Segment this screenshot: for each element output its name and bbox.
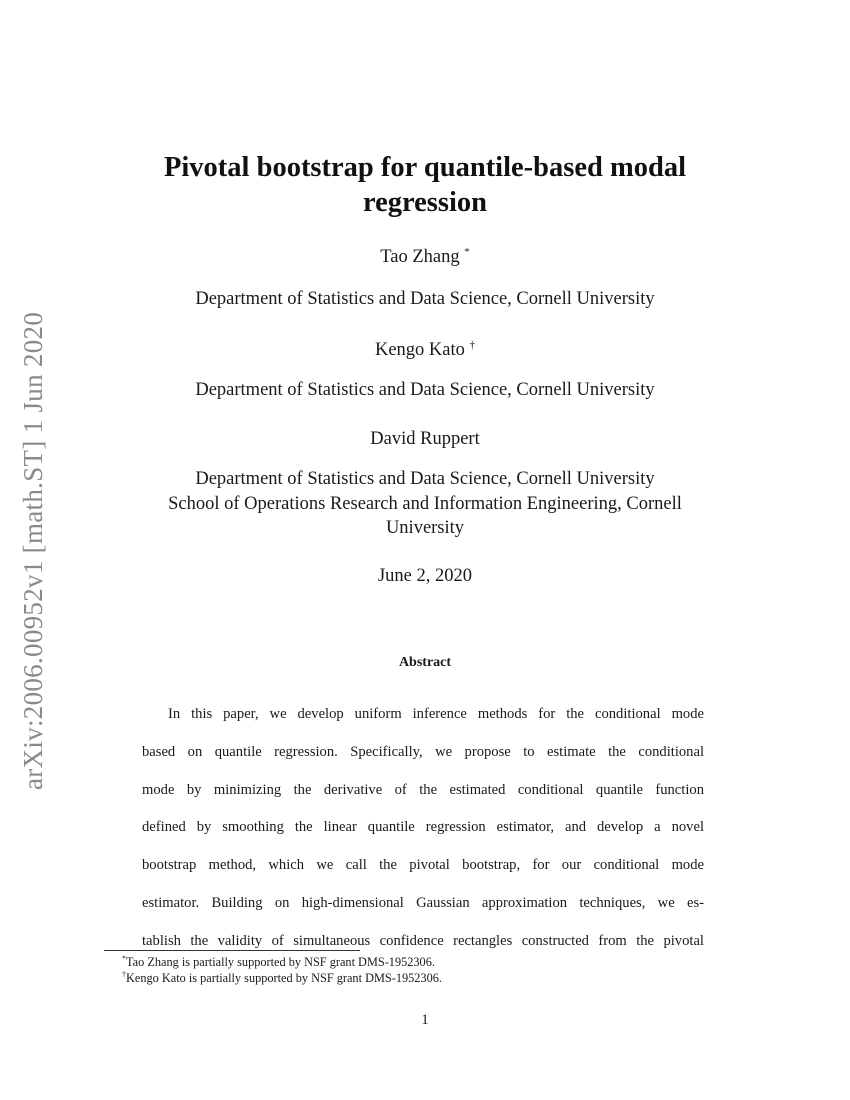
footnote-mark: * <box>122 953 126 963</box>
author-name: David Ruppert <box>370 429 480 449</box>
arxiv-stamp: arXiv:2006.00952v1 [math.ST] 1 Jun 2020 <box>18 311 48 790</box>
author-3-affiliation-3: University <box>385 518 465 538</box>
author-2 <box>100 338 750 362</box>
title-line-1: Pivotal bootstrap for quantile-based modal <box>163 152 686 183</box>
author-name: Tao Zhang <box>380 247 460 267</box>
footnote-mark: † <box>122 969 126 979</box>
author-3 <box>100 427 750 451</box>
page-number: 1 <box>421 1012 429 1028</box>
paper-date: June 2, 2020 <box>377 566 473 586</box>
author-1-affiliation: Department of Statistics and Data Science, Cornell University <box>195 289 655 309</box>
footnotes <box>122 954 442 986</box>
footnote-text: Kengo Kato is partially supported by NSF grant DMS-1952306. <box>126 971 442 985</box>
author-2-affiliation: Department of Statistics and Data Science, Cornell University <box>195 380 655 400</box>
abstract-line: In this paper, we develop uniform inference methods for the conditional mode <box>168 706 704 722</box>
abstract-line: mode by minimizing the derivative of the estimated conditional quantile function <box>142 781 704 798</box>
paper-title <box>100 150 750 220</box>
author-1 <box>100 245 750 269</box>
title-line-2: regression <box>362 187 488 218</box>
author-name: Kengo Kato <box>374 340 465 360</box>
author-footnote-mark: * <box>464 245 470 258</box>
author-3-affiliation-1: Department of Statistics and Data Science, Cornell University <box>195 469 655 489</box>
footnote-1 <box>122 954 442 970</box>
abstract-line: tablish the validity of simultaneous confidence rectangles constructed from the pivotal <box>142 932 704 949</box>
abstract-line: based on quantile regression. Specifically, we propose to estimate the conditional <box>142 743 704 760</box>
author-3-affiliation-2: School of Operations Research and Information Engineering, Cornell <box>168 494 682 514</box>
footnote-text: Tao Zhang is partially supported by NSF grant DMS-1952306. <box>126 955 435 969</box>
abstract-line: bootstrap method, which we call the pivotal bootstrap, for our conditional mode <box>142 857 704 874</box>
footnote-2 <box>122 970 442 986</box>
abstract-line: estimator. Building on high-dimensional Gaussian approximation techniques, we es- <box>142 894 704 911</box>
abstract-body <box>142 696 704 961</box>
abstract-heading: Abstract <box>398 655 452 670</box>
author-footnote-mark: † <box>469 338 476 351</box>
footnote-divider <box>104 950 360 951</box>
abstract-line: defined by smoothing the linear quantile regression estimator, and develop a novel <box>142 819 704 836</box>
